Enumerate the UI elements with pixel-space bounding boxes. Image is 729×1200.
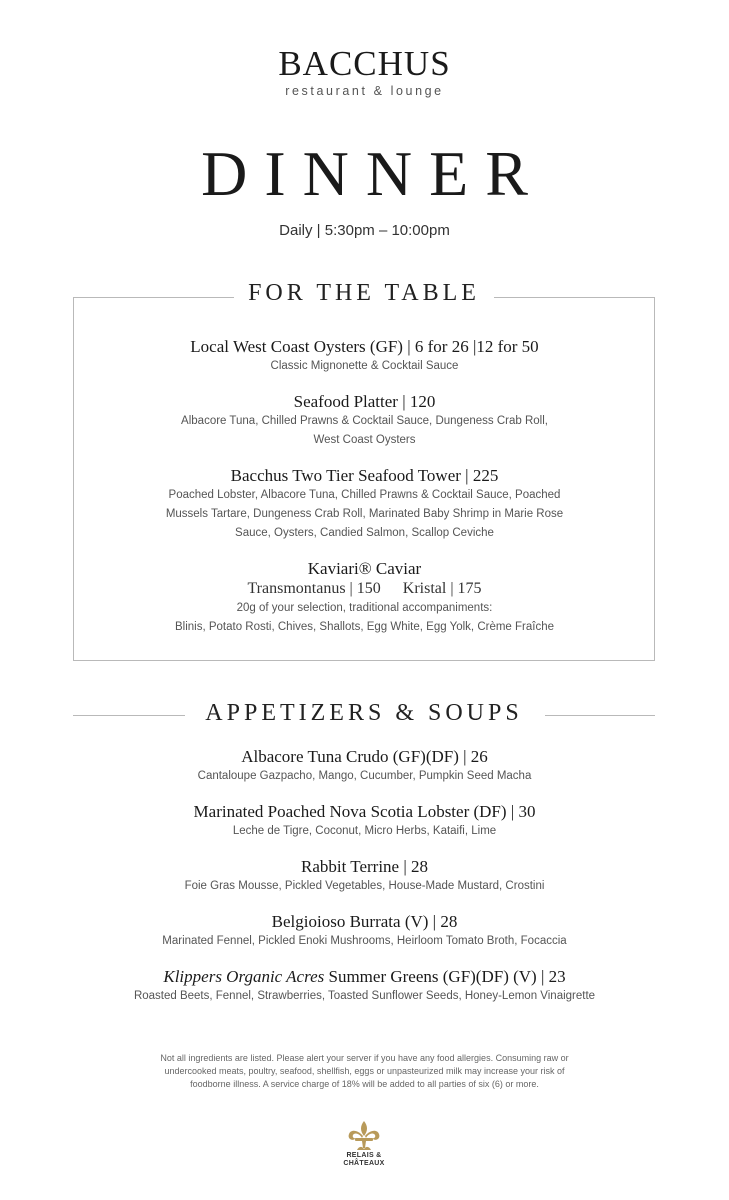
menu-title: DINNER: [201, 138, 545, 209]
brand-name: BACCHUS: [278, 44, 451, 83]
caviar-option-transmontanus: Transmontanus | 150: [247, 580, 381, 597]
logo-line-1: RELAIS &: [346, 1152, 382, 1159]
menu-item-seafood-platter: [0, 392, 729, 450]
item-description: Blinis, Potato Rosti, Chives, Shallots, Egg White, Egg Yolk, Crème Fraîche: [174, 621, 555, 633]
caviar-option-kristal: Kristal | 175: [402, 580, 482, 597]
appetizers-heading-text: APPETIZERS & SOUPS: [205, 700, 523, 726]
item-name: Marinated Poached Nova Scotia Lobster (DF) | 30: [193, 802, 536, 821]
item-name-rest: Summer Greens (GF)(DF) (V) | 23: [324, 967, 566, 986]
item-name: Kaviari® Caviar: [307, 559, 422, 578]
restaurant-brand: [0, 44, 729, 98]
item-name: Local West Coast Oysters (GF) | 6 for 26 |12 for 50: [190, 337, 539, 356]
item-description: Cantaloupe Gazpacho, Mango, Cucumber, Pumpkin Seed Macha: [197, 770, 532, 782]
menu-item-tuna-crudo: [0, 747, 729, 786]
item-description: Poached Lobster, Albacore Tuna, Chilled Prawns & Cocktail Sauce, Poached: [168, 489, 561, 501]
menu-item-seafood-tower: [0, 466, 729, 543]
menu-item-oysters: [0, 337, 729, 376]
item-description: Foie Gras Mousse, Pickled Vegetables, House-Made Mustard, Crostini: [184, 880, 545, 892]
menu-item-rabbit-terrine: [0, 857, 729, 896]
item-description: Mussels Tartare, Dungeness Crab Roll, Marinated Baby Shrimp in Marie Rose: [165, 508, 564, 520]
relais-chateaux-logo: [334, 1120, 394, 1168]
menu-item-summer-greens: [0, 967, 729, 1006]
for-the-table-heading: FOR THE TABLE: [74, 280, 654, 307]
menu-hours: Daily | 5:30pm – 10:00pm: [279, 222, 450, 239]
item-description: Marinated Fennel, Pickled Enoki Mushrooms, Heirloom Tomato Broth, Focaccia: [162, 935, 567, 947]
item-name: Seafood Platter | 120: [293, 392, 436, 411]
logo-line-2: CHÂTEAUX: [343, 1160, 385, 1167]
item-name: Belgioioso Burrata (V) | 28: [271, 912, 458, 931]
divider-right: [545, 715, 655, 716]
menu-item-lobster: [0, 802, 729, 841]
menu-item-burrata: [0, 912, 729, 951]
item-description: 20g of your selection, traditional accompaniments:: [236, 602, 493, 614]
item-name: Albacore Tuna Crudo (GF)(DF) | 26: [241, 747, 488, 766]
appetizers-heading: [73, 700, 655, 732]
item-description: Albacore Tuna, Chilled Prawns & Cocktail Sauce, Dungeness Crab Roll,: [181, 415, 548, 427]
item-description: Leche de Tigre, Coconut, Micro Herbs, Kataifi, Lime: [232, 825, 497, 837]
item-description: West Coast Oysters: [313, 434, 416, 446]
item-name: [0, 967, 729, 987]
item-name: Rabbit Terrine | 28: [300, 857, 428, 876]
item-description: Roasted Beets, Fennel, Strawberries, Toasted Sunflower Seeds, Honey-Lemon Vinaigrette: [133, 990, 596, 1002]
menu-item-caviar: [0, 559, 729, 637]
item-name: Bacchus Two Tier Seafood Tower | 225: [230, 466, 499, 485]
item-name-farm: Klippers Organic Acres: [163, 967, 325, 986]
brand-subtitle: restaurant & lounge: [285, 84, 444, 98]
item-description: Sauce, Oysters, Candied Salmon, Scallop Ceviche: [235, 527, 494, 539]
item-description: Classic Mignonette & Cocktail Sauce: [270, 360, 459, 372]
allergy-disclaimer: Not all ingredients are listed. Please alert your server if you have any food allergies. Consuming raw or undercooked meats, poultry, seafood, shellfish, eggs or unpasteurized milk may increase your risk of foodborne illness. A service charge of 18% will be added to all parties of six (6) or more.: [160, 1053, 569, 1089]
caviar-options: [0, 579, 729, 599]
fleur-de-lis-icon: [346, 1120, 382, 1152]
